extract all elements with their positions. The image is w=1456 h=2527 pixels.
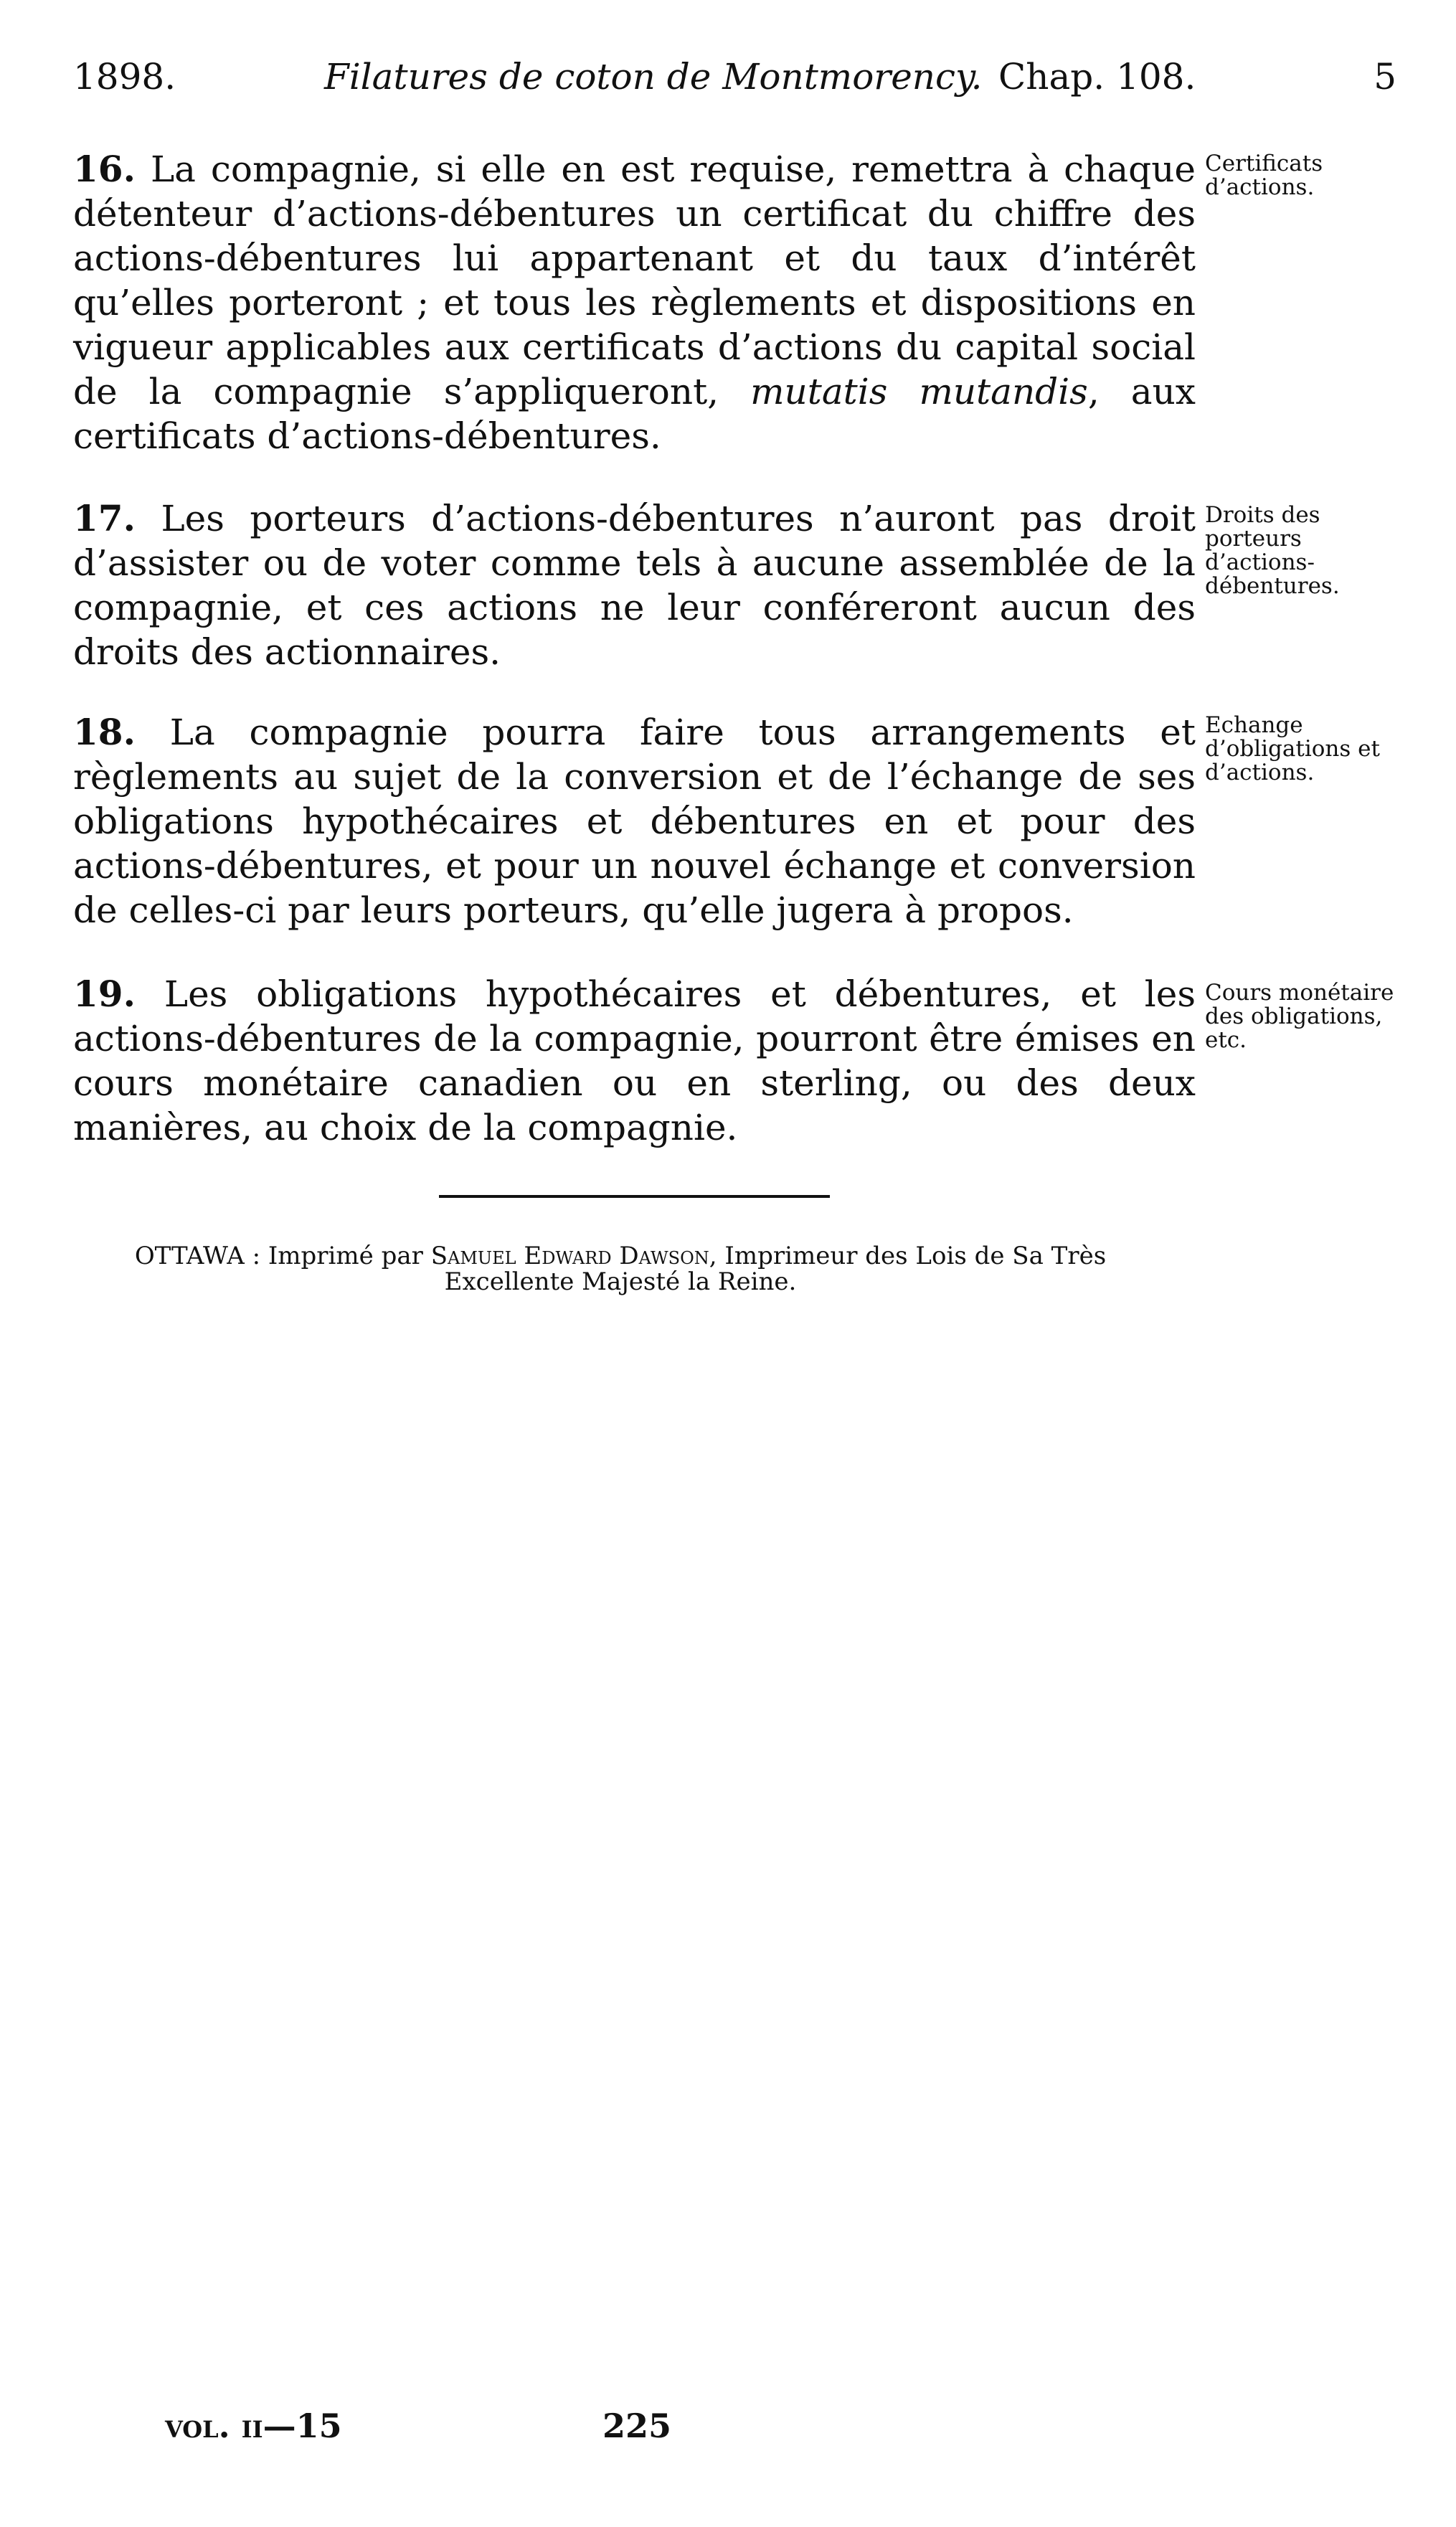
header-page-number: 5 — [1374, 56, 1396, 98]
header-title: Filatures de coton de Montmorency. — [324, 56, 983, 98]
section-italic-phrase: mutatis mutandis — [750, 371, 1088, 412]
section-16-paragraph — [73, 147, 1196, 458]
section-17 — [73, 496, 1196, 674]
section-18 — [73, 710, 1196, 932]
section-text: La compagnie pourra faire tous arrangements et règlements au sujet de la conversion et de l’échange de ses obligations hypothécaires et débentures en et pour des actions-débentures, et pour un nouvel échange et conversion de celles-ci par leurs porteurs, qu’elle jugera à propos. — [73, 712, 1196, 931]
footer-folio: 225 — [602, 2406, 672, 2445]
header-year: 1898. — [73, 56, 176, 98]
section-number: 19 . — [73, 973, 136, 1015]
section-text: Les obligations hypothécaires et débentures, et les actions-débentures de la compagnie, pourront être émises en cours monétaire canadien ou en sterling, ou des deux manières, au choix de la compagnie. — [73, 973, 1196, 1148]
section-16 — [73, 147, 1196, 458]
section-19 — [73, 972, 1196, 1150]
margin-note-18: Echange d’obligations et d’actions. — [1205, 712, 1380, 785]
margin-note-17: Droits des porteurs d’actions-débentures. — [1205, 502, 1340, 599]
running-header — [73, 56, 1396, 113]
section-number: 16 . — [73, 148, 136, 190]
section-17-paragraph — [73, 496, 1196, 674]
section-number: 17 . — [73, 497, 136, 539]
imprint-suffix: , Imprimeur des Lois de Sa Très Excellente Majesté la Reine. — [444, 1242, 1107, 1296]
section-18-paragraph — [73, 710, 1196, 932]
margin-note-19: Cours monétaire des obligations, etc. — [1205, 980, 1394, 1053]
horizontal-rule — [439, 1195, 830, 1198]
section-text: La compagnie, si elle en est requise, remettra à chaque détenteur d’actions-débentures un certificat du chiffre des actions-débentures lui appartenant et du taux d’intérêt qu’elles porteront ; et tous les règlements et dispositions en vigueur applicables aux certificats d’actions du capital social de la compagnie s’appliqueront, — [73, 148, 1196, 412]
imprint-printer: Samuel Edward Dawson — [430, 1242, 709, 1270]
section-text: Les porteurs d’actions-débentures n’auront pas droit d’assister ou de voter comme tels à aucune assemblée de la compagnie, et ces actions ne leur conféreront aucun des droits des actionnaires. — [73, 498, 1196, 673]
margin-note-16: Certificats d’actions. — [1205, 151, 1323, 200]
section-19-paragraph — [73, 972, 1196, 1150]
section-text-end: , aux certificats d’actions-débentures. — [73, 371, 1196, 457]
footer-volume: vol. ii—15 — [165, 2406, 342, 2445]
imprint-prefix: OTTAWA : Imprimé par — [134, 1242, 431, 1270]
section-number: 18 . — [73, 711, 136, 753]
header-chapter: Chap. 108. — [998, 56, 1196, 98]
printer-imprint — [72, 1243, 1169, 1295]
